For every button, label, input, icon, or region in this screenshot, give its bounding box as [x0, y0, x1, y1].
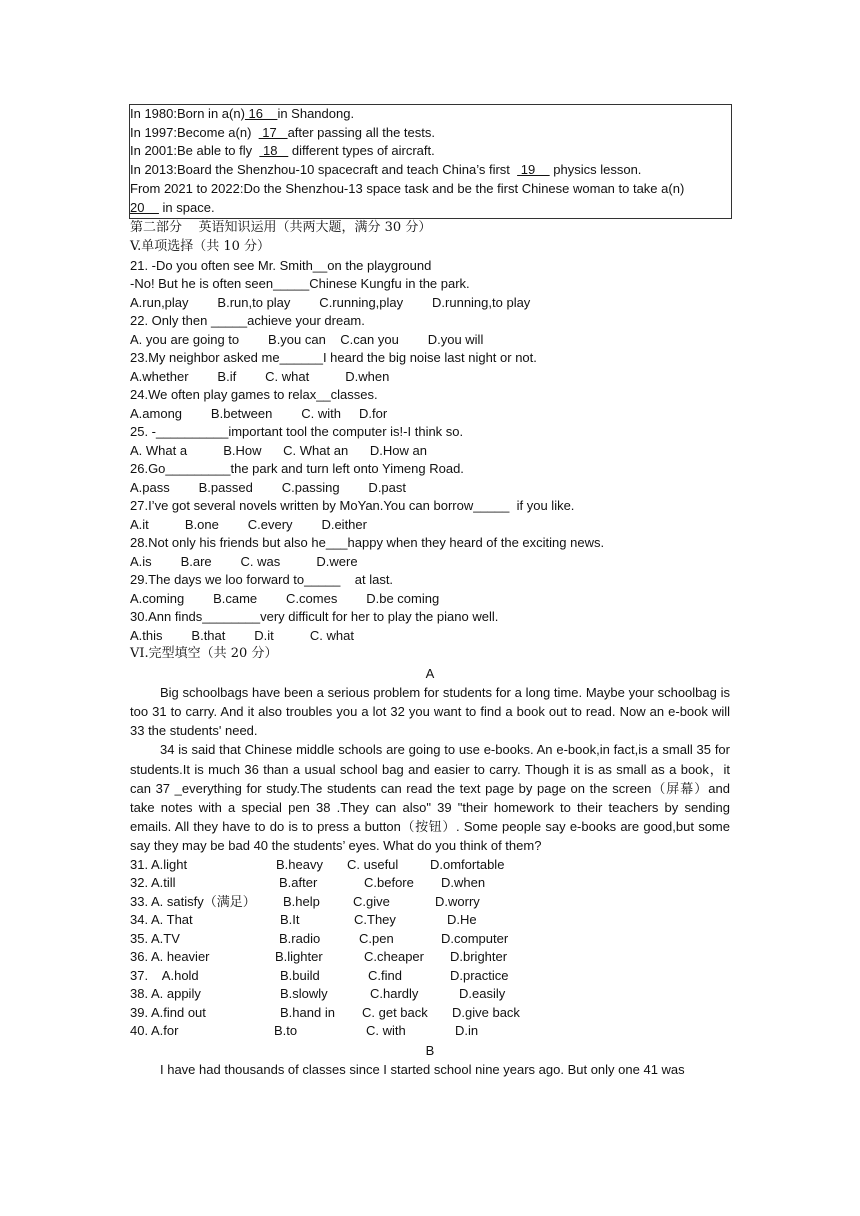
- cloze-option-row: 38. A. appily B.slowly C.hardly D.easily: [130, 986, 506, 1002]
- mc-line: 22. Only then _____achieve your dream.: [130, 313, 365, 329]
- timeline-line-3: In 2001:Be able to fly 18 different types of aircraft.: [130, 143, 435, 159]
- timeline-line-1: In 1980:Born in a(n) 16 in Shandong.: [130, 106, 355, 121]
- passage-b-label: B: [425, 1042, 435, 1058]
- mc-line: A. What a B.How C. What an D.How an: [130, 442, 427, 458]
- timeline-line-4: In 2013:Board the Shenzhou-10 spacecraft and teach China’s first 19 physics lesson.: [130, 162, 642, 178]
- part2-title: 第二部分 英语知识运用（共两大题，满分 30 分）: [130, 220, 432, 236]
- mc-line: A.pass B.passed C.passing D.past: [130, 479, 407, 495]
- mc-line: 30.Ann finds________very difficult for her to play the piano well.: [130, 609, 499, 625]
- timeline-line-5: From 2021 to 2022:Do the Shenzhou-13 space task and be the first Chinese woman to take a(n): [130, 180, 685, 196]
- mc-line: A.run,play B.run,to play C.running,play D.running,to play: [130, 294, 531, 310]
- mc-line: 23.My neighbor asked me______I heard the big noise last night or not.: [130, 350, 537, 366]
- mc-line: 24.We often play games to relax__classes.: [130, 387, 378, 403]
- cloze-option-row: 37. A.hold B.build C.find D.practice: [130, 967, 509, 983]
- mc-line: -No! But he is often seen_____Chinese Kungfu in the park.: [130, 276, 470, 292]
- cloze-option-row: 35. A.TV B.radio C.pen D.computer: [130, 930, 509, 946]
- exam-page: [130, 104, 730, 1079]
- multiple-choice-block: [130, 257, 730, 646]
- mc-line: 27.I’ve got several novels written by MoYan.You can borrow_____ if you like.: [130, 498, 575, 514]
- mc-line: 25. -__________important tool the computer is!-I think so.: [130, 424, 464, 440]
- mc-line: A.is B.are C. was D.were: [130, 553, 358, 569]
- cloze-option-row: 36. A. heavier B.lighter C.cheaper D.brighter: [130, 949, 508, 965]
- mc-line: 21. -Do you often see Mr. Smith__on the playground: [130, 257, 432, 273]
- cloze-option-row: 33. A. satisfy（满足） B.help C.give D.worry: [130, 893, 480, 909]
- cloze-option-row: 32. A.till B.after C.before D.when: [130, 875, 486, 891]
- cloze-option-row: 40. A.for B.to C. with D.in: [130, 1023, 479, 1039]
- mc-line: A.it B.one C.every D.either: [130, 516, 367, 532]
- passage-b-paragraph-1: I have had thousands of classes since I started school nine years ago. But only one 41 was: [160, 1061, 685, 1077]
- mc-line: 26.Go_________the park and turn left onto Yimeng Road.: [130, 461, 464, 477]
- cloze-options: [130, 856, 730, 1041]
- passage-a-paragraph-2: 34 is said that Chinese middle schools are going to use e-books. An e-book,in fact,is a small 35 for students.It is much 36 than a usual school bag and easier to carry. Though it is as small as a book，it can 37 _everything for study.The students can read the text page by page on the screen（屏幕）and take notes with a special pen 38 .They can also" 39 "their homework to their teachers by sending emails. All they have to do is to press a button（按钮）. Some people say e-books are good,but some say they may be bad 40 the students’ eyes. What do you think of them?: [130, 742, 730, 854]
- mc-line: 29.The days we loo forward to_____ at last.: [130, 572, 394, 588]
- passage-a-label: A: [425, 665, 435, 681]
- timeline-box: [129, 104, 732, 219]
- mc-line: 28.Not only his friends but also he___happy when they heard of the exciting news.: [130, 535, 605, 551]
- mc-line: A. you are going to B.you can C.can you D.you will: [130, 331, 484, 347]
- cloze-option-row: 39. A.find out B.hand in C. get back D.give back: [130, 1004, 520, 1020]
- timeline-line-6: 20 in space.: [130, 199, 215, 215]
- cloze-option-row: 31. A.light B.heavy C. useful D.omfortable: [130, 856, 505, 872]
- cloze-option-row: 34. A. That B.It C.They D.He: [130, 912, 477, 928]
- passage-a-paragraph-1: Big schoolbags have been a serious problem for students for a long time. Maybe your schoolbag is too 31 to carry. And it also troubles you a lot 32 you want to find a book out to read. Now an e-book will 33 the students' need.: [130, 684, 730, 739]
- section6-title: VI.完型填空（共 20 分）: [130, 646, 278, 662]
- section5-title: V.单项选择（共 10 分）: [130, 238, 271, 254]
- mc-line: A.whether B.if C. what D.when: [130, 368, 390, 384]
- mc-line: A.among B.between C. with D.for: [130, 405, 388, 421]
- timeline-line-2: In 1997:Become a(n) 17 after passing all the tests.: [130, 124, 435, 140]
- mc-line: A.coming B.came C.comes D.be coming: [130, 590, 440, 606]
- mc-line: A.this B.that D.it C. what: [130, 627, 354, 643]
